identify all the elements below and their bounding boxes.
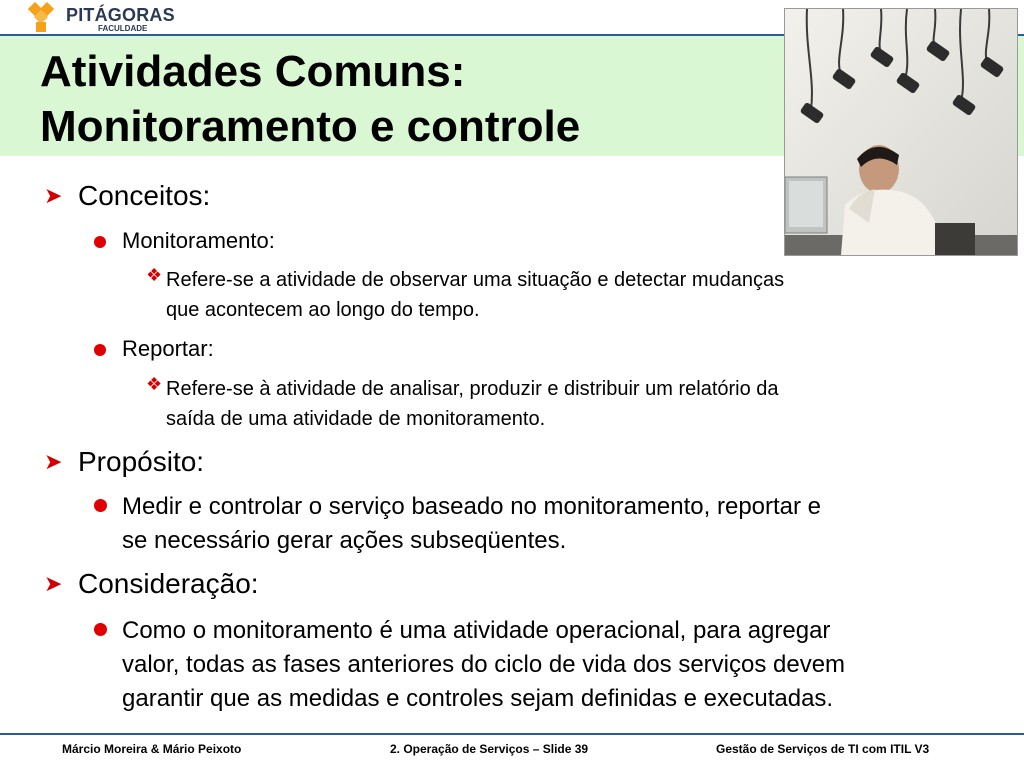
bullet-label: Reportar: xyxy=(122,336,214,361)
bullet-heading: Conceitos: xyxy=(78,180,211,211)
man-watching-cameras-image xyxy=(785,9,1017,255)
slide-title xyxy=(40,44,780,154)
footer xyxy=(0,742,1024,760)
item-line: se necessário gerar ações subseqüentes. xyxy=(122,527,567,554)
monitoring-photo xyxy=(784,8,1018,256)
dot-bullet-icon xyxy=(94,623,107,636)
bullet-label: Monitoramento: xyxy=(122,228,275,253)
arrow-bullet-icon: ➤ xyxy=(44,183,63,208)
dot-bullet-icon xyxy=(94,236,106,248)
slide-title-line-1: Atividades Comuns: xyxy=(40,47,466,96)
desc-line: que acontecem ao longo do tempo. xyxy=(166,299,480,321)
item-line: valor, todas as fases anteriores do ciclo de vida dos serviços devem xyxy=(122,651,846,678)
diamond-bullet-icon: ❖ xyxy=(146,374,163,394)
desc-line: Refere-se a atividade de observar uma situação e detectar mudanças xyxy=(166,269,785,291)
arrow-bullet-icon: ➤ xyxy=(44,449,63,474)
logo-name: PITÁGORAS xyxy=(66,5,175,25)
desc-line: saída de uma atividade de monitoramento. xyxy=(166,408,546,430)
slide-title-line-2: Monitoramento e controle xyxy=(40,102,581,151)
item-line: garantir que as medidas e controles sejam definidas e executadas. xyxy=(122,685,834,712)
diamond-bullet-icon: ❖ xyxy=(146,265,163,285)
bullet-heading: Propósito: xyxy=(78,446,205,477)
dot-bullet-icon xyxy=(94,499,107,512)
item-line: Como o monitoramento é uma atividade operacional, para agregar xyxy=(122,617,831,644)
item-line: Medir e controlar o serviço baseado no monitoramento, reportar e xyxy=(122,493,822,520)
desc-line: Refere-se à atividade de analisar, produzir e distribuir um relatório da xyxy=(166,378,779,400)
footer-course-title: Gestão de Serviços de TI com ITIL V3 xyxy=(716,742,930,756)
dot-bullet-icon xyxy=(94,344,106,356)
footer-slide-number: 2. Operação de Serviços – Slide 39 xyxy=(390,742,589,756)
logo xyxy=(28,2,175,34)
footer-rule xyxy=(0,733,1024,735)
logo-subtitle: FACULDADE xyxy=(98,24,148,33)
bullet-heading: Consideração: xyxy=(78,568,259,599)
footer-authors: Márcio Moreira & Mário Peixoto xyxy=(62,742,242,756)
logo-mark-icon xyxy=(28,2,64,34)
arrow-bullet-icon: ➤ xyxy=(44,571,63,596)
